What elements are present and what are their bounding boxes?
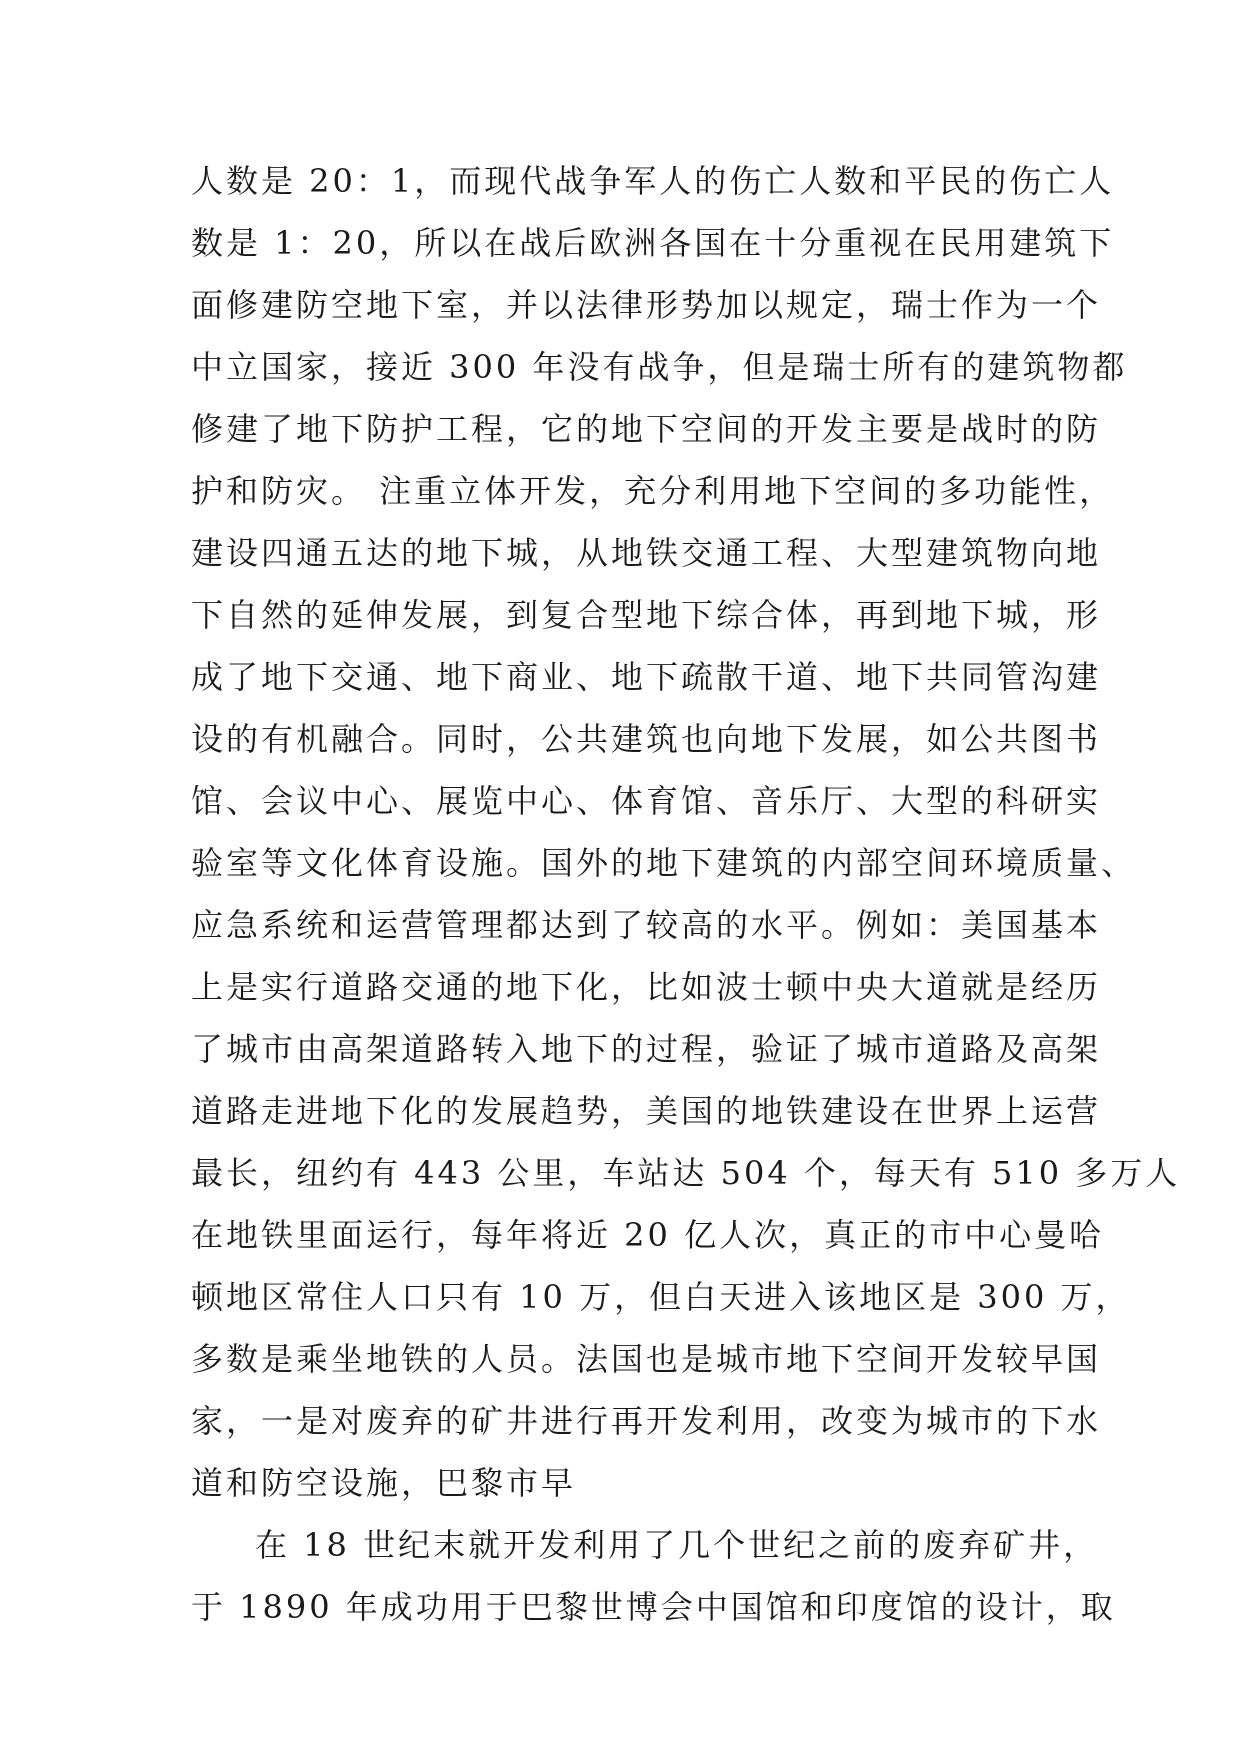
text-line: 在地铁里面运行，每年将近 20 亿人次，真正的市中心曼哈 xyxy=(191,1216,1105,1254)
text-line: 护和防灾。 注重立体开发，充分利用地下空间的多功能性， xyxy=(191,472,1115,510)
text-line: 下自然的延伸发展，到复合型地下综合体，再到地下城，形 xyxy=(191,596,1102,634)
text-line: 建设四通五达的地下城，从地铁交通工程、大型建筑物向地 xyxy=(191,534,1102,572)
text-line: 面修建防空地下室，并以法律形势加以规定，瑞士作为一个 xyxy=(191,286,1102,324)
text-line: 中立国家，接近 300 年没有战争，但是瑞士所有的建筑物都 xyxy=(191,348,1128,386)
text-line: 数是 1：20，所以在战后欧洲各国在十分重视在民用建筑下 xyxy=(191,224,1115,262)
text-line: 馆、会议中心、展览中心、体育馆、音乐厅、大型的科研实 xyxy=(191,782,1102,820)
text-line: 顿地区常住人口只有 10 万，但白天进入该地区是 300 万， xyxy=(191,1278,1131,1316)
text-line: 道路走进地下化的发展趋势，美国的地铁建设在世界上运营 xyxy=(191,1092,1102,1130)
text-line: 了城市由高架道路转入地下的过程，验证了城市道路及高架 xyxy=(191,1030,1102,1068)
text-line: 于 1890 年成功用于巴黎世博会中国馆和印度馆的设计，取 xyxy=(191,1588,1116,1626)
body-text xyxy=(191,150,1181,1638)
paragraph-end-line: 道和防空设施，巴黎市早 xyxy=(191,1464,577,1502)
text-line: 多数是乘坐地铁的人员。法国也是城市地下空间开发较早国 xyxy=(191,1340,1102,1378)
text-line: 最长，纽约有 443 公里，车站达 504 个，每天有 510 多万人 xyxy=(191,1154,1181,1192)
text-line: 成了地下交通、地下商业、地下疏散干道、地下共同管沟建 xyxy=(191,658,1102,696)
text-line: 设的有机融合。同时，公共建筑也向地下发展，如公共图书 xyxy=(191,720,1102,758)
text-line: 家，一是对废弃的矿井进行再开发利用，改变为城市的下水 xyxy=(191,1402,1102,1440)
paragraph-start-line: 在 18 世纪末就开发利用了几个世纪之前的废弃矿井， xyxy=(255,1526,1099,1564)
text-line: 人数是 20：1，而现代战争军人的伤亡人数和平民的伤亡人 xyxy=(191,162,1115,200)
text-line: 验室等文化体育设施。国外的地下建筑的内部空间环境质量、 xyxy=(191,844,1137,882)
text-line: 上是实行道路交通的地下化，比如波士顿中央大道就是经历 xyxy=(191,968,1102,1006)
text-line: 修建了地下防护工程，它的地下空间的开发主要是战时的防 xyxy=(191,410,1102,448)
text-line: 应急系统和运营管理都达到了较高的水平。例如：美国基本 xyxy=(191,906,1102,944)
